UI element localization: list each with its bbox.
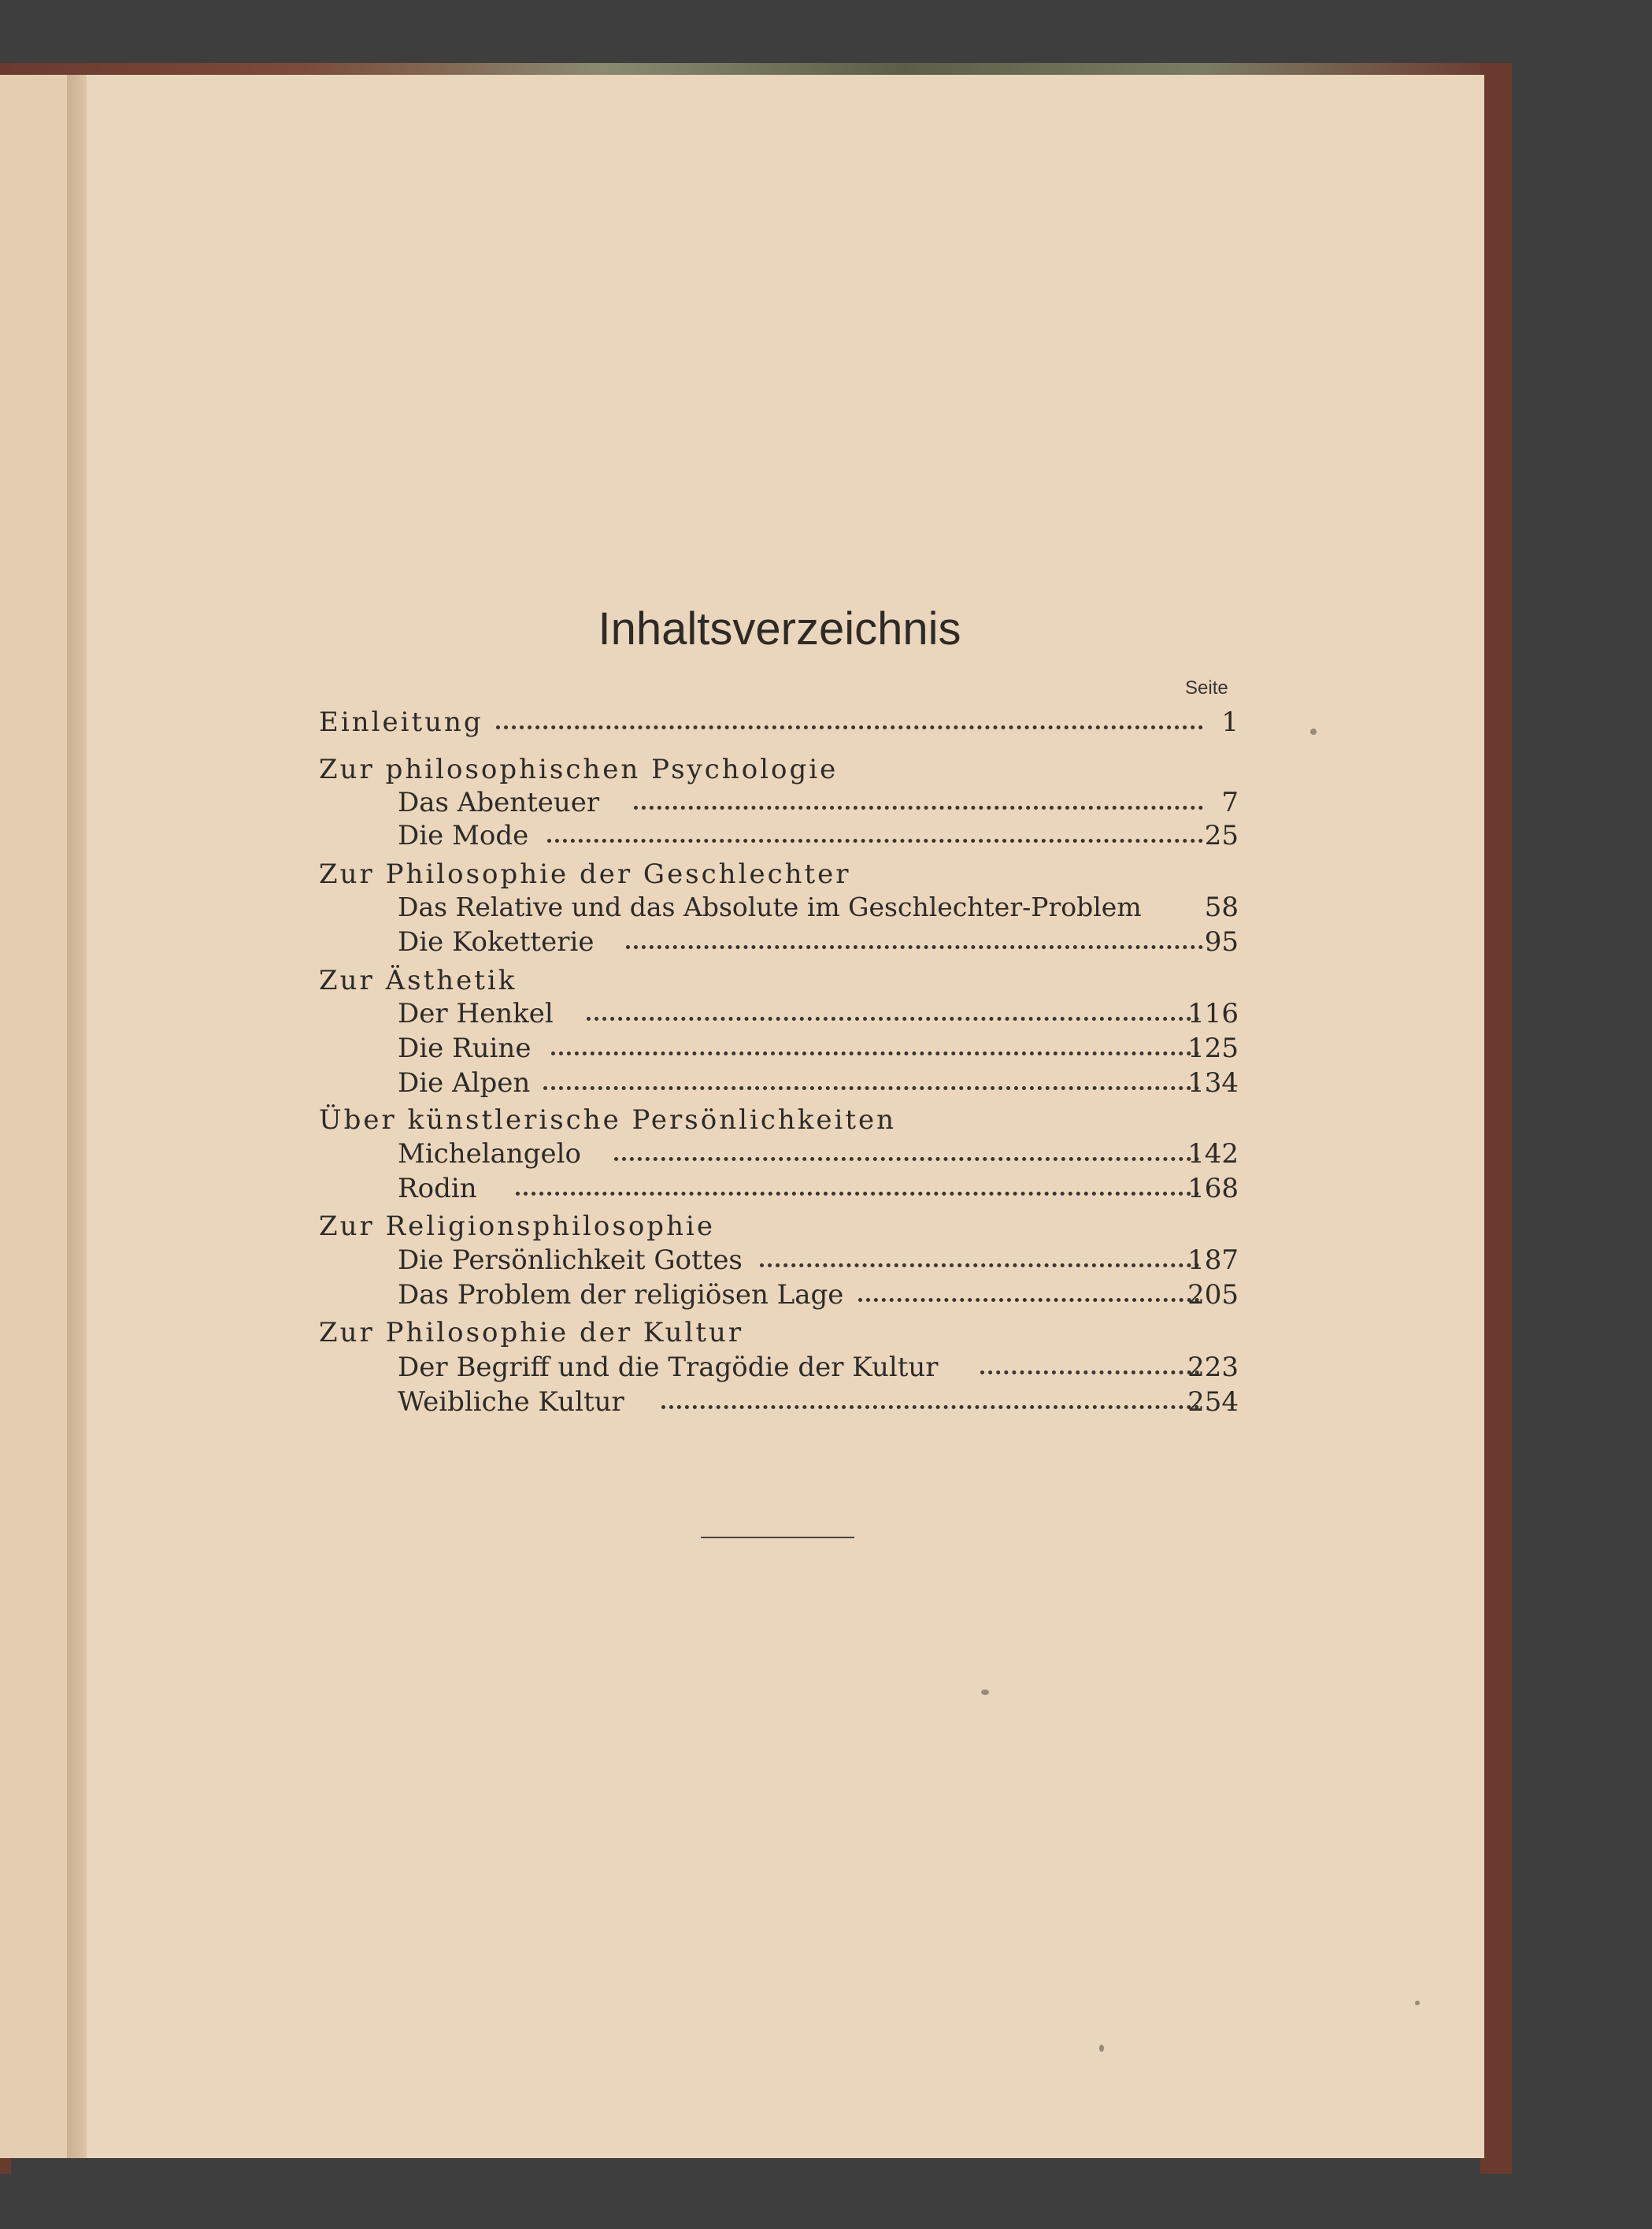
toc-section-label: Zur Philosophie der Kultur [319, 1317, 744, 1348]
paper-speck [1415, 2001, 1420, 2005]
toc-entry[interactable] [0, 1066, 1652, 1100]
toc-entry-label: Die Alpen [398, 1067, 531, 1099]
paper-speck [1310, 729, 1317, 735]
toc-entry-einleitung[interactable] [0, 705, 1652, 740]
dot-leader [496, 725, 1203, 729]
toc-entry[interactable] [0, 890, 1652, 925]
toc-entry-label: Die Koketterie [398, 926, 594, 958]
toc-entry[interactable] [0, 1278, 1652, 1312]
toc-entry[interactable] [0, 785, 1652, 820]
toc-entry[interactable] [0, 1243, 1652, 1278]
toc-entry-page: 134 [1187, 1067, 1239, 1099]
page-column-label: Seite [1185, 677, 1228, 699]
dot-leader [551, 1051, 1199, 1055]
toc-entry-page: 1 [1221, 707, 1239, 738]
toc-section-heading[interactable] [0, 1315, 1652, 1350]
dot-leader [634, 806, 1203, 810]
toc-entry-page: 116 [1187, 998, 1239, 1029]
toc-entry-page: 125 [1187, 1033, 1239, 1064]
dot-leader [661, 1405, 1199, 1409]
page-title: Inhaltsverzeichnis [598, 603, 961, 655]
toc-section-label: Über künstlerische Persönlichkeiten [319, 1104, 897, 1136]
toc-entry-label: Das Abenteuer [398, 787, 600, 818]
toc-entry-label: Der Begriff und die Tragödie der Kultur [398, 1352, 939, 1383]
toc-entry-page: 95 [1204, 926, 1239, 958]
toc-entry[interactable] [0, 996, 1652, 1031]
toc-entry-label: Die Mode [398, 820, 529, 851]
toc-entry[interactable] [0, 1137, 1652, 1171]
dot-leader [516, 1192, 1199, 1196]
toc-entry-page: 25 [1204, 820, 1239, 851]
toc-entry-page: 58 [1204, 892, 1239, 923]
toc-section-heading[interactable] [0, 1103, 1652, 1137]
toc-entry-page: 223 [1187, 1352, 1239, 1383]
toc-section-label: Zur Philosophie der Geschlechter [319, 859, 851, 890]
toc-entry[interactable] [0, 925, 1652, 959]
toc-entry-label: Der Henkel [398, 998, 554, 1029]
toc-entry-page: 254 [1187, 1386, 1239, 1418]
toc-section-heading[interactable] [0, 1209, 1652, 1244]
toc-entry[interactable] [0, 1385, 1652, 1419]
toc-entry-label: Das Relative und das Absolute im Geschlechter-Problem [398, 892, 1142, 922]
toc-section-heading[interactable] [0, 963, 1652, 998]
dot-leader [980, 1370, 1199, 1374]
dot-leader [547, 839, 1203, 843]
toc-section-heading[interactable] [0, 857, 1652, 892]
dot-leader [760, 1263, 1199, 1267]
dot-leader [858, 1298, 1199, 1302]
closing-rule [701, 1537, 854, 1538]
toc-section-label: Zur Ästhetik [319, 965, 517, 996]
toc-entry-page: 168 [1187, 1173, 1239, 1204]
paper-speck [981, 1689, 989, 1695]
paper-speck [1099, 2045, 1104, 2052]
dot-leader [587, 1017, 1199, 1021]
toc-entry-label: Das Problem der religiösen Lage [398, 1279, 844, 1311]
toc-entry[interactable] [0, 818, 1652, 853]
toc-entry-label: Rodin [398, 1173, 477, 1204]
toc-entry-label: Michelangelo [398, 1138, 582, 1170]
toc-entry-page: 187 [1187, 1244, 1239, 1276]
toc-entry-page: 142 [1187, 1138, 1239, 1170]
toc-section-label: Zur Religionsphilosophie [319, 1211, 715, 1242]
toc-section-heading[interactable] [0, 752, 1652, 787]
toc-entry-label: Die Persönlichkeit Gottes [398, 1244, 743, 1276]
toc-entry-label: Einleitung [319, 707, 483, 738]
dot-leader [626, 945, 1203, 949]
toc-entry[interactable] [0, 1171, 1652, 1206]
toc-entry-label: Weibliche Kultur [398, 1386, 624, 1418]
toc-entry-label: Die Ruine [398, 1033, 532, 1064]
toc-entry[interactable] [0, 1031, 1652, 1066]
dot-leader [614, 1157, 1199, 1161]
toc-entry-page: 7 [1221, 787, 1239, 818]
toc-section-label: Zur philosophischen Psychologie [319, 754, 839, 785]
toc-entry[interactable] [0, 1350, 1652, 1385]
dot-leader [543, 1086, 1199, 1090]
toc-entry-page: 205 [1187, 1279, 1239, 1311]
